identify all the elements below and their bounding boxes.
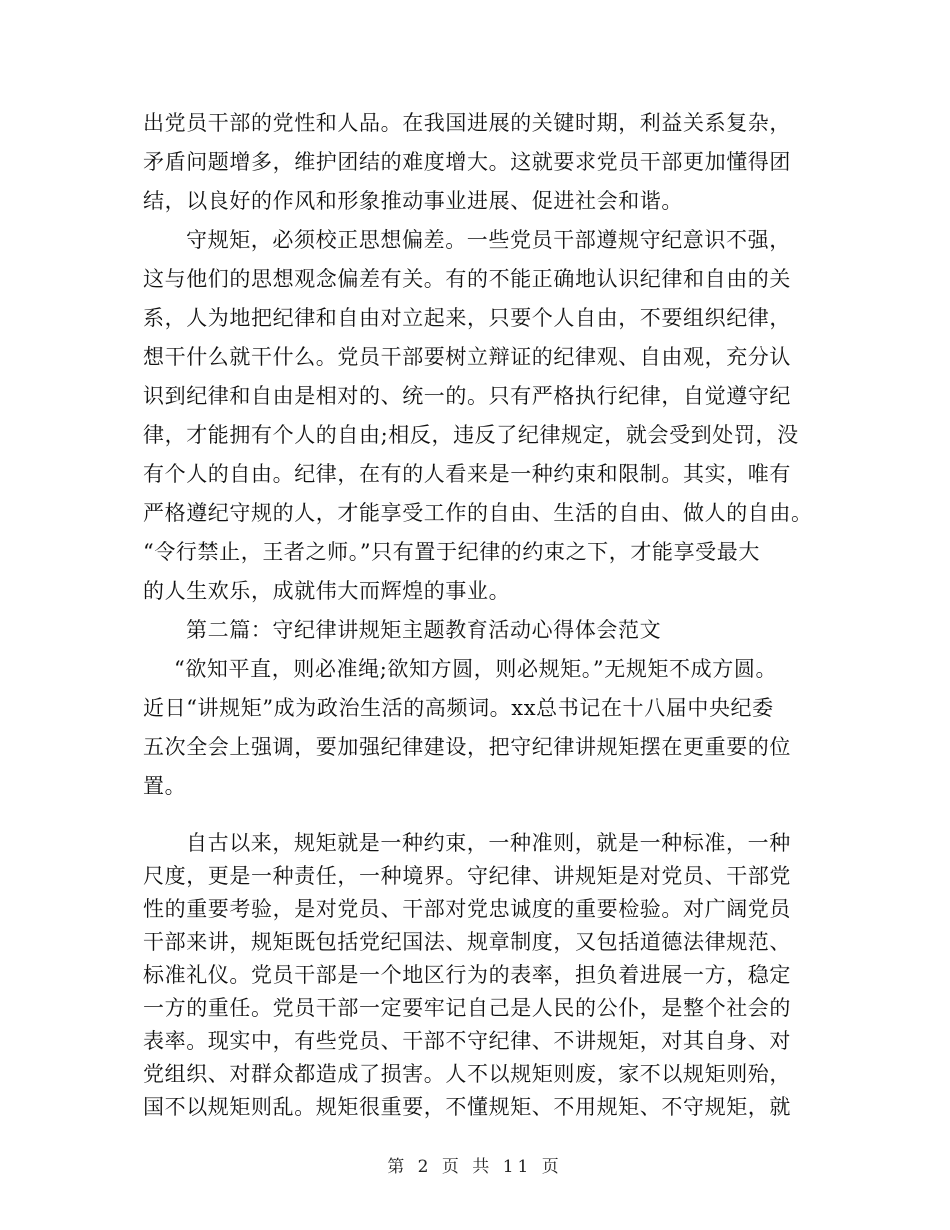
paragraph-line: 有个人的自由。纪律，在有的人看来是一种约束和限制。其实，唯有: [143, 462, 791, 486]
paragraph-line: 出党员干部的党性和人品。在我国进展的关键时期，利益关系复杂，: [143, 111, 791, 135]
paragraph-line: 近日“讲规矩”成为政治生活的高频词。xx总书记在十八届中央纪委: [143, 696, 774, 720]
paragraph-line: 想干什么就干什么。党员干部要树立辩证的纪律观、自由观，充分认: [143, 345, 791, 369]
paragraph-line: 置。: [143, 774, 187, 798]
paragraph-line: 识到纪律和自由是相对的、统一的。只有严格执行纪律，自觉遵守纪: [143, 384, 791, 408]
paragraph-line: 结，以良好的作风和形象推动事业进展、促进社会和谐。: [143, 189, 683, 213]
paragraph-line: 自古以来，规矩就是一种约束，一种准则，就是一种标准，一种: [186, 831, 791, 855]
paragraph-line: 这与他们的思想观念偏差有关。有的不能正确地认识纪律和自由的关: [143, 267, 791, 291]
paragraph-line: 律，才能拥有个人的自由;相反，违反了纪律规定，就会受到处罚，没: [143, 423, 799, 447]
page-number-footer: 第 2 页 共 11 页: [387, 1157, 563, 1177]
paragraph-line: 矛盾问题增多，维护团结的难度增大。这就要求党员干部更加懂得团: [143, 150, 791, 174]
paragraph-line: 五次全会上强调，要加强纪律建设，把守纪律讲规矩摆在更重要的位: [143, 735, 791, 759]
paragraph-line: 性的重要考验，是对党员、干部对党忠诚度的重要检验。对广阔党员: [143, 897, 791, 921]
paragraph-line: 一方的重任。党员干部一定要牢记自己是人民的公仆，是整个社会的: [143, 996, 791, 1020]
paragraph-line: 的人生欢乐，成就伟大而辉煌的事业。: [143, 579, 511, 603]
paragraph-line: 尺度，更是一种责任，一种境界。守纪律、讲规矩是对党员、干部党: [143, 864, 791, 888]
paragraph-line: “令行禁止，王者之师。”只有置于纪律的约束之下，才能享受最大: [143, 540, 760, 564]
paragraph-line: 守规矩，必须校正思想偏差。一些党员干部遵规守纪意识不强，: [186, 228, 791, 252]
paragraph-line: 系，人为地把纪律和自由对立起来，只要个人自由，不要组织纪律，: [143, 306, 791, 330]
section-heading: 第二篇：守纪律讲规矩主题教育活动心得体会范文: [186, 618, 662, 642]
paragraph-line: 党组织、对群众都造成了损害。人不以规矩则废，家不以规矩则殆，: [143, 1062, 791, 1086]
paragraph-line: 严格遵纪守规的人，才能享受工作的自由、生活的自由、做人的自由。: [143, 501, 813, 525]
paragraph-line: “欲知平直，则必准绳;欲知方圆，则必规矩。”无规矩不成方圆。: [174, 657, 778, 681]
paragraph-line: 表率。现实中，有些党员、干部不守纪律、不讲规矩，对其自身、对: [143, 1029, 791, 1053]
paragraph-line: 干部来讲，规矩既包括党纪国法、规章制度，又包括道德法律规范、: [143, 930, 791, 954]
paragraph-line: 国不以规矩则乱。规矩很重要，不懂规矩、不用规矩、不守规矩，就: [143, 1095, 791, 1119]
paragraph-line: 标准礼仪。党员干部是一个地区行为的表率，担负着进展一方，稳定: [143, 963, 791, 987]
